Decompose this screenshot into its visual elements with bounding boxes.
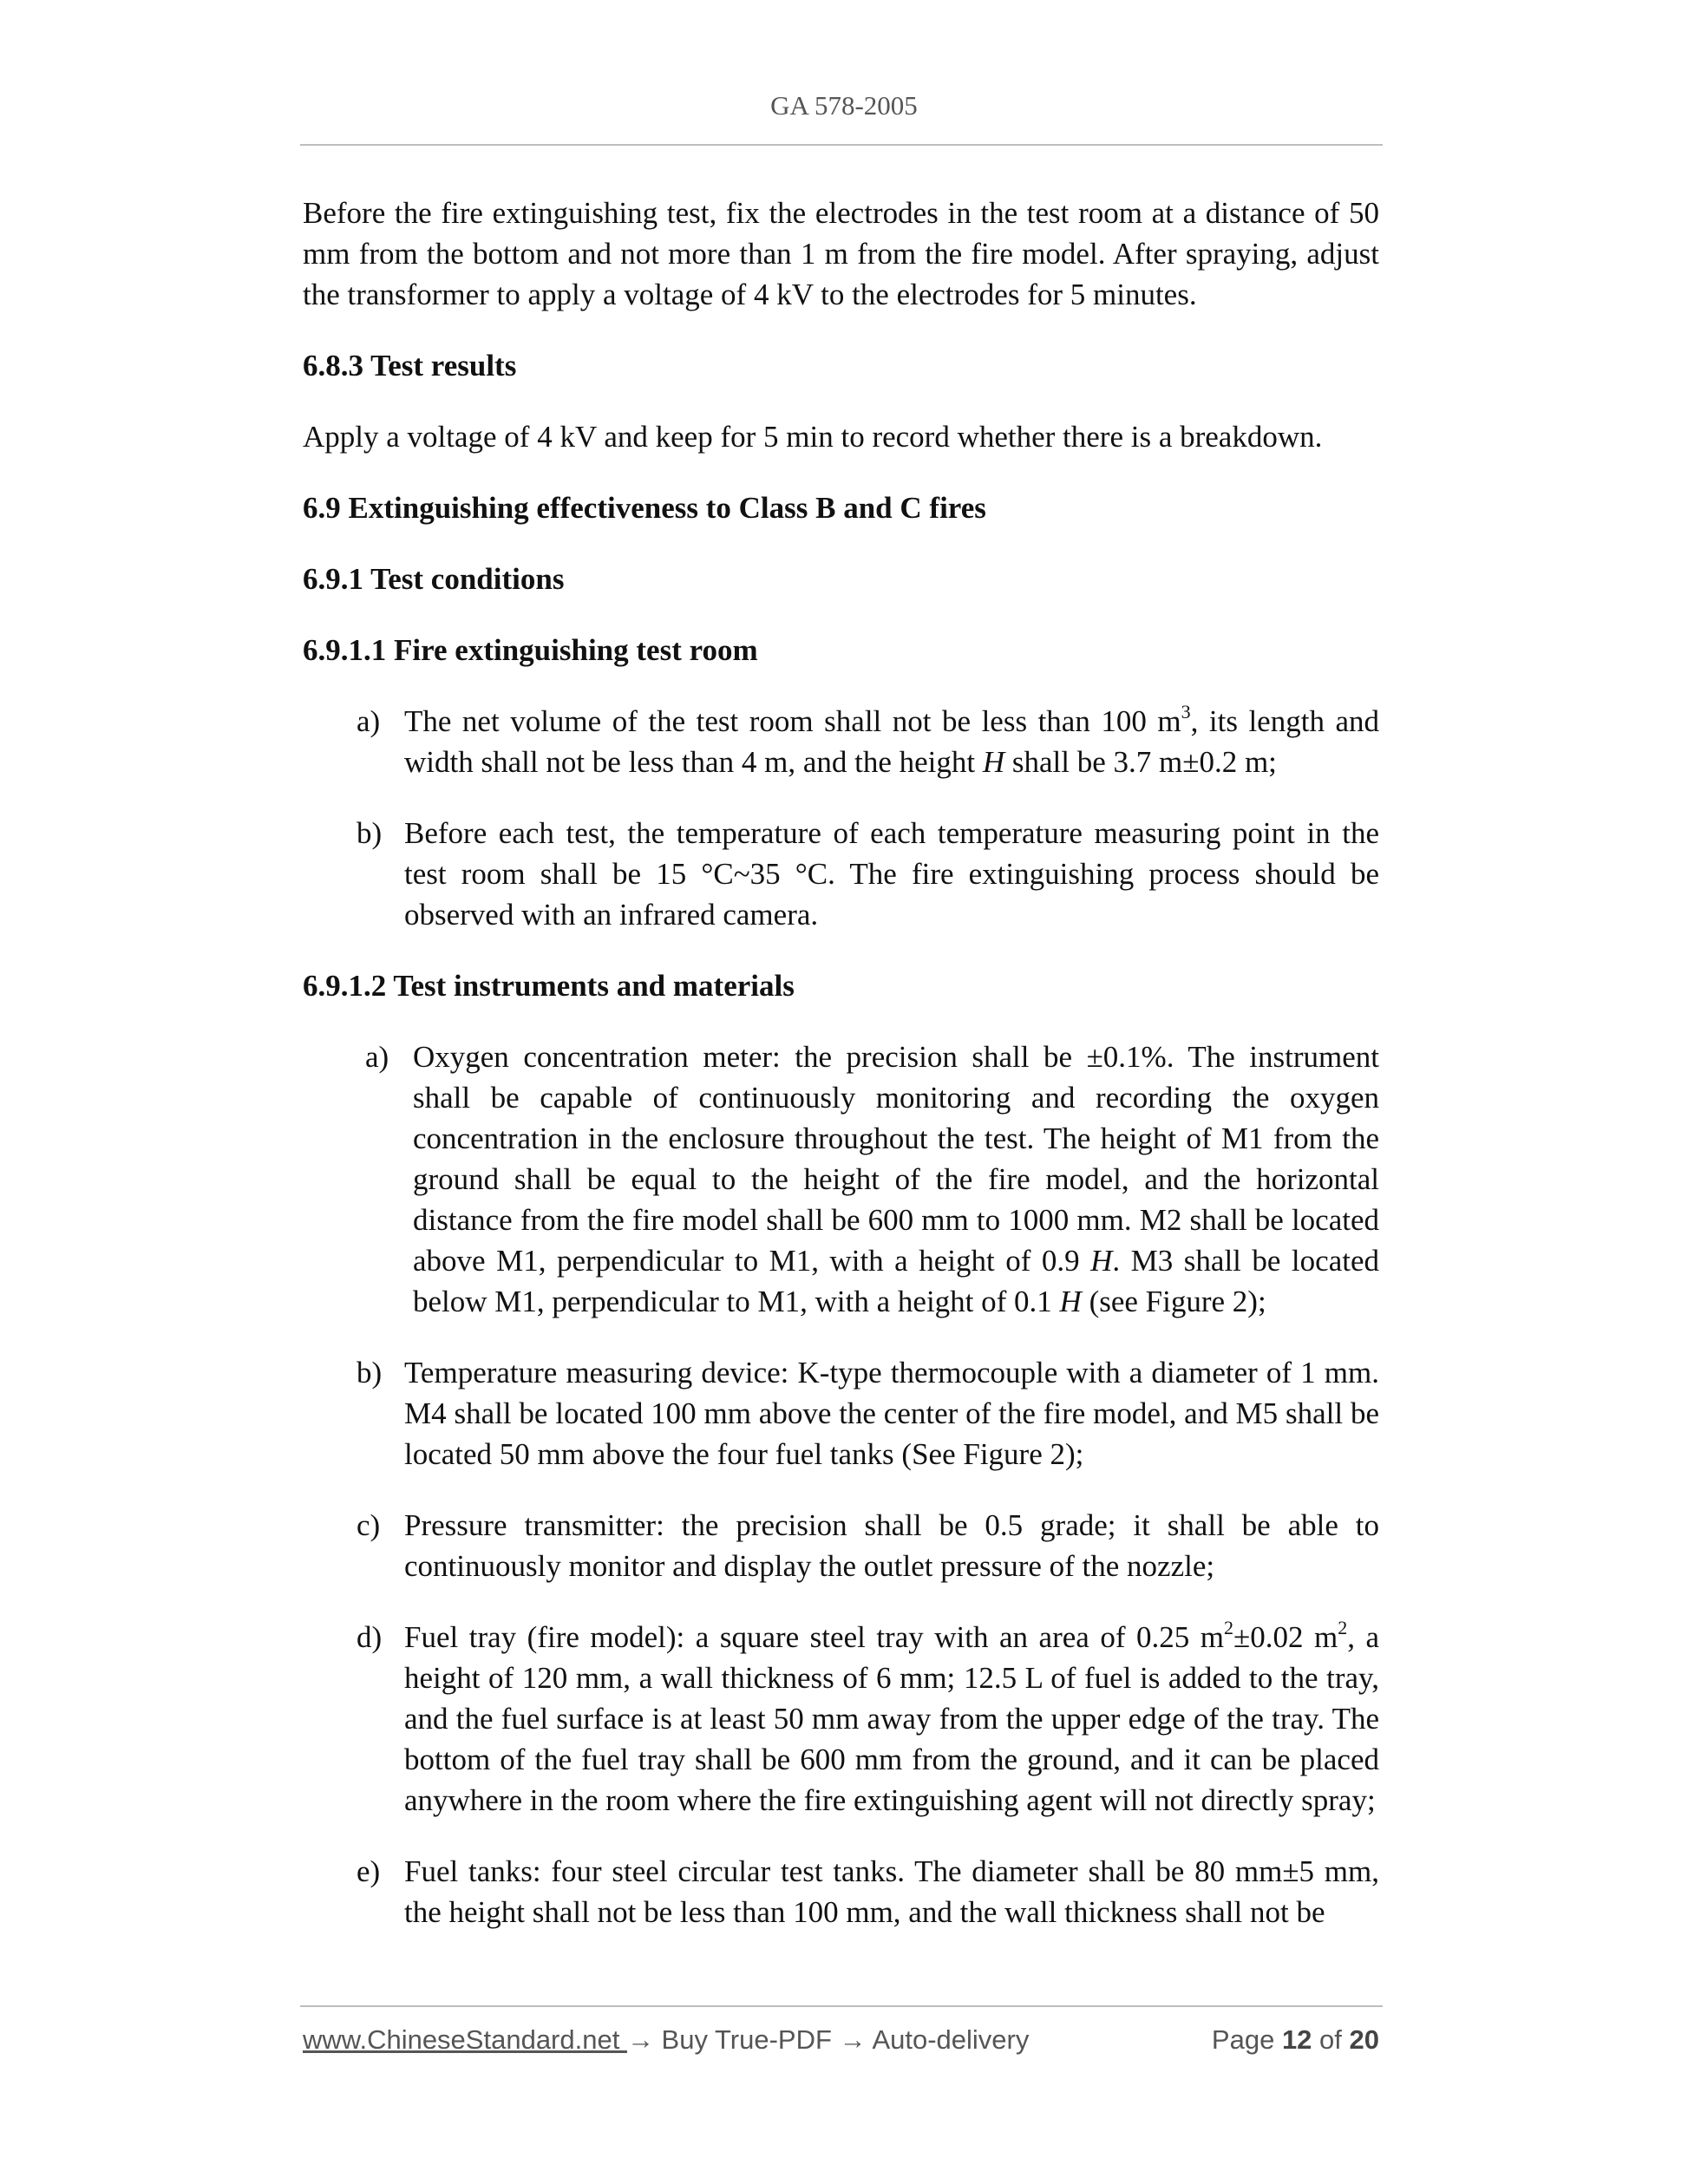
room-item-b xyxy=(303,813,1379,935)
document-code-header: GA 578-2005 xyxy=(770,90,918,121)
item-text: Pressure transmitter: the precision shall be 0.5 grade; it shall be able to continuously monitor and display the outlet pressure of the nozzle; xyxy=(404,1508,1379,1583)
page-number: 12 xyxy=(1281,2024,1312,2055)
heading-6-9: 6.9 Extinguishing effectiveness to Class B and C fires xyxy=(303,491,986,525)
instrument-item-b xyxy=(303,1352,1379,1475)
instrument-item-c xyxy=(303,1505,1379,1586)
variable-h: H xyxy=(1059,1285,1082,1318)
superscript: 2 xyxy=(1338,1617,1348,1639)
item-text: . M3 shall be located below M1, perpendicular to M1, with a height of 0.1 xyxy=(413,1244,1379,1318)
heading-6-9-1: 6.9.1 Test conditions xyxy=(303,562,565,596)
page-total: 20 xyxy=(1349,2024,1379,2055)
item-text: ±0.02 m xyxy=(1233,1620,1338,1654)
page-indicator xyxy=(1212,2024,1379,2056)
item-text: Oxygen concentration meter: the precision shall be ±0.1%. The instrument shall be capable of continuously monitoring and recording the oxygen concentration in the enclosure throughout the test. The height of M1 from the ground shall be equal to the height of the fire model, and the horizontal distance from the fire model shall be 600 mm to 1000 mm. M2 shall be located above M1, perpendicular to M1, with a height of 0.9 xyxy=(413,1040,1379,1278)
list-marker: b) xyxy=(357,816,383,850)
list-marker: b) xyxy=(357,1356,383,1390)
heading-6-9-1-2: 6.9.1.2 Test instruments and materials xyxy=(303,969,795,1003)
arrow-right-icon: → xyxy=(626,2024,654,2055)
buy-pdf-text: Buy True-PDF xyxy=(653,2024,840,2055)
room-item-a xyxy=(303,701,1379,782)
footer-divider xyxy=(300,2005,1383,2007)
header-divider xyxy=(300,144,1383,146)
page-footer xyxy=(303,2024,1379,2068)
heading-6-8-3: 6.8.3 Test results xyxy=(303,349,517,383)
page-label: Page xyxy=(1211,2024,1282,2055)
instrument-item-a xyxy=(303,1036,1379,1322)
list-marker: d) xyxy=(357,1620,383,1654)
site-link[interactable]: www.ChineseStandard.net xyxy=(303,2024,627,2055)
arrow-right-icon: → xyxy=(839,2024,867,2055)
footer-promo xyxy=(303,2024,1029,2056)
auto-delivery-text: Auto-delivery xyxy=(866,2024,1030,2055)
item-text: Before each test, the temperature of each temperature measuring point in the test room shall be 15 °C~35 °C. The fire extinguishing process should be observed with an infrared camera. xyxy=(404,816,1379,932)
paragraph-6-8-3: Apply a voltage of 4 kV and keep for 5 min to record whether there is a breakdown. xyxy=(303,420,1323,454)
instrument-item-d xyxy=(303,1617,1379,1821)
instrument-item-e xyxy=(303,1851,1379,1932)
list-marker: c) xyxy=(357,1508,381,1542)
of-label: of xyxy=(1312,2024,1350,2055)
item-text: , its length and width shall not be less than 4 m, and the height xyxy=(404,704,1379,779)
heading-6-9-1-1: 6.9.1.1 Fire extinguishing test room xyxy=(303,633,758,667)
superscript: 2 xyxy=(1223,1617,1233,1639)
superscript: 3 xyxy=(1181,701,1191,723)
list-marker: a) xyxy=(365,1040,389,1074)
item-text: The net volume of the test room shall not be less than 100 m xyxy=(404,704,1181,738)
item-text: Fuel tanks: four steel circular test tanks. The diameter shall be 80 mm±5 mm, the height shall not be less than 100 mm, and the wall thickness shall not be xyxy=(404,1854,1379,1929)
item-text: shall be 3.7 m±0.2 m; xyxy=(1004,745,1277,779)
intro-paragraph: Before the fire extinguishing test, fix the electrodes in the test room at a distance of 50 mm from the bottom and not more than 1 m from the fire model. After spraying, adjust the transformer to apply a voltage of 4 kV to the electrodes for 5 minutes. xyxy=(303,196,1379,311)
item-text: Temperature measuring device: K-type thermocouple with a diameter of 1 mm. M4 shall be located 100 mm above the center of the fire model, and M5 shall be located 50 mm above the four fuel tanks (See Figure 2); xyxy=(404,1356,1379,1471)
item-text: (see Figure 2); xyxy=(1081,1285,1266,1318)
page-content xyxy=(303,193,1379,1932)
list-marker: a) xyxy=(357,704,381,738)
item-text: Fuel tray (fire model): a square steel tray with an area of 0.25 m xyxy=(404,1620,1224,1654)
item-text: , a height of 120 mm, a wall thickness of 6 mm; 12.5 L of fuel is added to the tray, and the fuel surface is at least 50 mm away from the upper edge of the tray. The bottom of the fuel tray shall be 600 mm from the ground, and it can be placed anywhere in the room where the fire extinguishing agent will not directly spray; xyxy=(404,1620,1379,1817)
variable-h: H xyxy=(1090,1244,1113,1278)
variable-h: H xyxy=(982,745,1005,779)
list-marker: e) xyxy=(357,1854,381,1888)
